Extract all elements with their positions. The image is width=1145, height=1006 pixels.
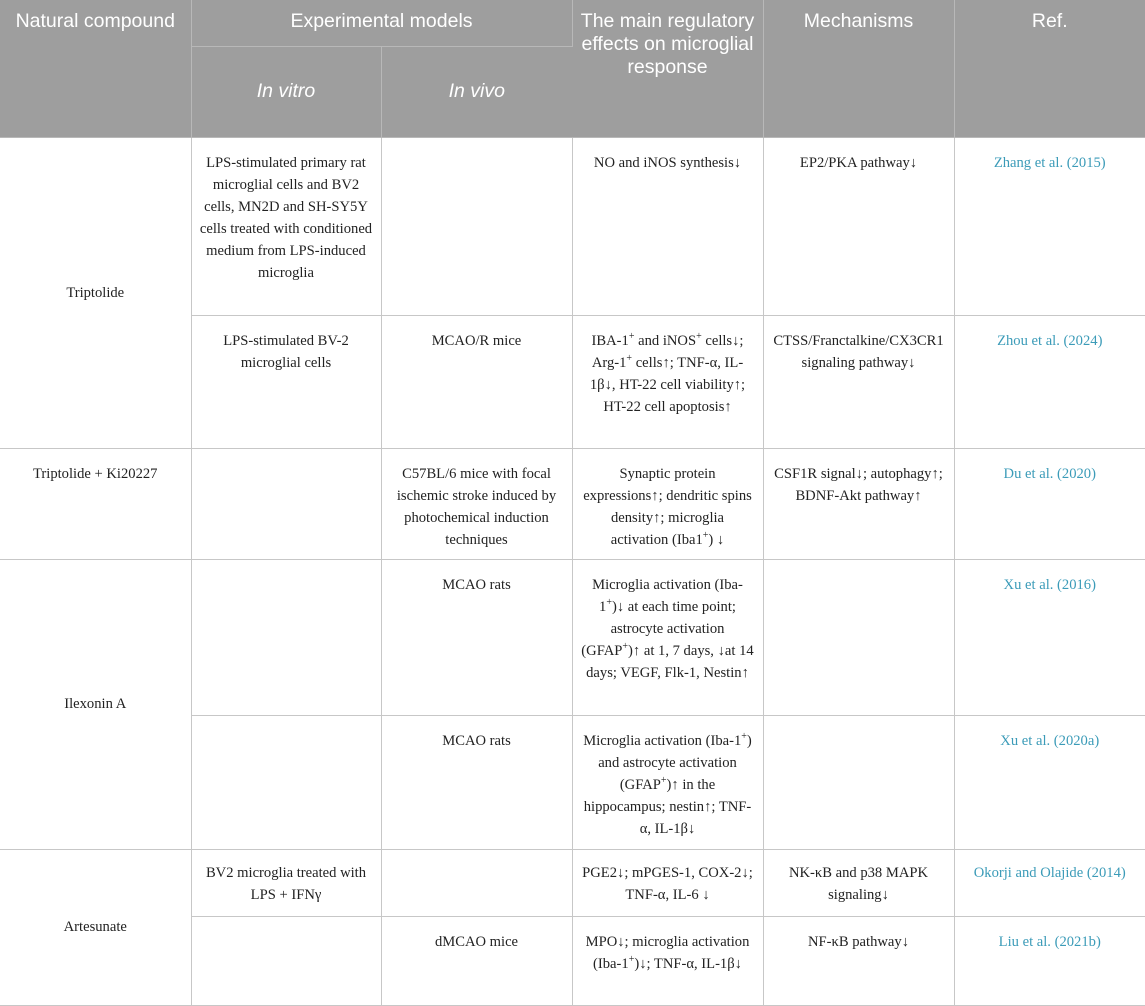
header-ref: Ref.: [954, 0, 1145, 137]
superscript: +: [660, 774, 667, 786]
superscript: +: [606, 596, 612, 608]
superscript: +: [702, 529, 709, 541]
in-vivo-cell: MCAO rats: [381, 715, 572, 849]
table-row: [0, 448, 1145, 559]
mechanisms-cell: NK-κB and p38 MAPK signaling↓: [763, 849, 954, 916]
reference-link[interactable]: Xu et al. (2020a): [954, 715, 1145, 849]
mechanisms-cell: CTSS/Franctalkine/CX3CR1 signaling pathway↓: [763, 315, 954, 448]
header-in-vivo: In vivo: [381, 46, 572, 137]
superscript: +: [628, 330, 635, 342]
effects-text: MPO↓; microglia activation (Iba-1: [585, 933, 750, 972]
effects-text: )↓ at each time point; astrocyte activation (GFAP: [581, 598, 736, 659]
mechanisms-cell: [763, 559, 954, 715]
compound-cell: Triptolide + Ki20227: [0, 448, 191, 559]
effects-cell: [572, 916, 763, 1005]
in-vivo-cell: C57BL/6 mice with focal ischemic stroke induced by photochemical induction techniques: [381, 448, 572, 559]
superscript: +: [626, 352, 633, 364]
compound-cell: Ilexonin A: [0, 559, 191, 849]
effects-cell: [572, 715, 763, 849]
effects-cell: [572, 559, 763, 715]
superscript: +: [622, 640, 629, 652]
effects-text: ) ↓: [708, 531, 725, 548]
effects-text: cells↓; Arg-1: [591, 332, 744, 371]
header-in-vitro: In vitro: [191, 46, 381, 137]
compound-cell: Artesunate: [0, 849, 191, 1005]
in-vitro-cell: LPS-stimulated primary rat microglial cells and BV2 cells, MN2D and SH-SY5Y cells treated with conditioned medium from LPS-induced microglia: [191, 137, 381, 315]
superscript: +: [696, 330, 702, 342]
effects-cell: PGE2↓; mPGES-1, COX-2↓; TNF-α, IL-6 ↓: [572, 849, 763, 916]
table-body: [0, 137, 1145, 1005]
effects-cell: [572, 448, 763, 559]
in-vitro-cell: [191, 715, 381, 849]
effects-text: ) and astrocyte activation (GFAP: [598, 732, 752, 793]
reference-link[interactable]: Okorji and Olajide (2014): [954, 849, 1145, 916]
effects-text: IBA-1: [591, 332, 629, 349]
in-vivo-cell: dMCAO mice: [381, 916, 572, 1005]
table-row: [0, 559, 1145, 715]
reference-link[interactable]: Du et al. (2020): [954, 448, 1145, 559]
in-vitro-cell: [191, 448, 381, 559]
in-vivo-cell: MCAO/R mice: [381, 315, 572, 448]
effects-text: and iNOS: [634, 332, 697, 349]
in-vivo-cell: [381, 137, 572, 315]
superscript: +: [628, 953, 635, 965]
reference-link[interactable]: Liu et al. (2021b): [954, 916, 1145, 1005]
mechanisms-cell: NF-κB pathway↓: [763, 916, 954, 1005]
compound-cell: Triptolide: [0, 137, 191, 448]
effects-text: Microglia activation (Iba-1: [583, 732, 742, 749]
effects-text: Synaptic protein expressions↑; dendritic spins density↑; microglia activation (Iba1: [583, 465, 752, 548]
effects-cell: NO and iNOS synthesis↓: [572, 137, 763, 315]
in-vivo-cell: MCAO rats: [381, 559, 572, 715]
superscript: +: [741, 730, 747, 742]
reference-link[interactable]: Zhou et al. (2024): [954, 315, 1145, 448]
table-row: [0, 137, 1145, 315]
table-header: [0, 0, 1145, 137]
header-compound: Natural compound: [0, 0, 191, 137]
in-vitro-cell: [191, 559, 381, 715]
mechanisms-cell: [763, 715, 954, 849]
mechanisms-cell: CSF1R signal↓; autophagy↑; BDNF-Akt pathway↑: [763, 448, 954, 559]
header-models: Experimental models: [191, 0, 572, 46]
header-effects: The main regulatory effects on microglial response: [572, 0, 763, 137]
in-vitro-cell: LPS-stimulated BV-2 microglial cells: [191, 315, 381, 448]
effects-cell: [572, 315, 763, 448]
effects-text: Microglia activation (Iba-1: [592, 576, 743, 615]
table-row: [0, 849, 1145, 916]
in-vivo-cell: [381, 849, 572, 916]
effects-text: )↓; TNF-α, IL-1β↓: [634, 955, 742, 972]
in-vitro-cell: [191, 916, 381, 1005]
effects-text: )↑ in the hippocampus; nestin↑; TNF-α, IL-1β↓: [583, 776, 752, 837]
reference-link[interactable]: Zhang et al. (2015): [954, 137, 1145, 315]
mechanisms-cell: EP2/PKA pathway↓: [763, 137, 954, 315]
reference-link[interactable]: Xu et al. (2016): [954, 559, 1145, 715]
in-vitro-cell: BV2 microglia treated with LPS + IFNγ: [191, 849, 381, 916]
effects-text: )↑ at 1, 7 days, ↓at 14 days; VEGF, Flk-1, Nestin↑: [586, 642, 754, 681]
header-mechanisms: Mechanisms: [763, 0, 954, 137]
effects-text: cells↑; TNF-α, IL-1β↓, HT-22 cell viability↑; HT-22 cell apoptosis↑: [589, 354, 746, 415]
